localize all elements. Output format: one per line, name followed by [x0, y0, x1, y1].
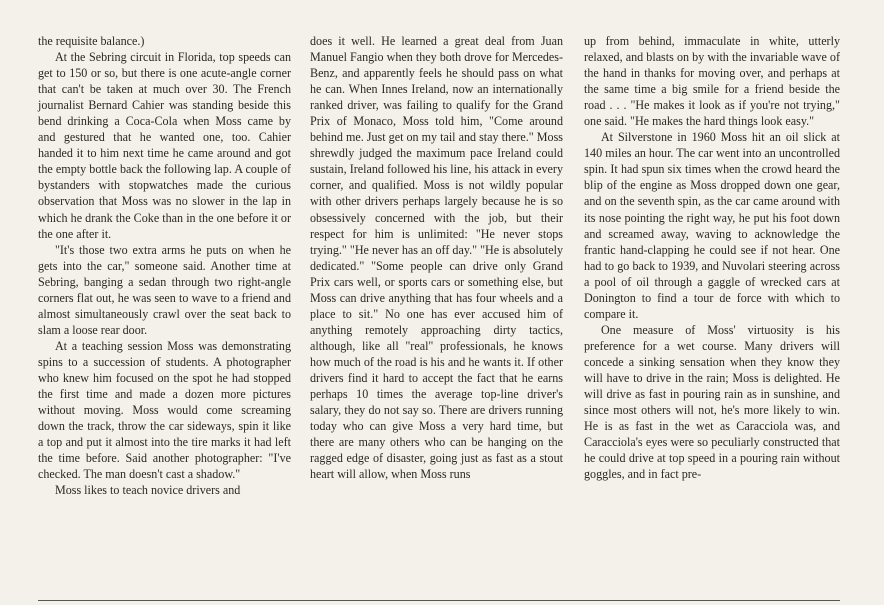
- text-column-3: [584, 33, 840, 482]
- bottom-rule: [38, 600, 840, 601]
- paragraph: At Silverstone in 1960 Moss hit an oil slick at 140 miles an hour. The car went into an uncontrolled spin. It had spun six times when the crowd heard the blip of the engine as Moss dropped down one gear, and on the seventh spin, as the car came around with its nose pointing the right way, he put his foot down and screamed away, waving to acknowledge the frantic hand-clapping he could see if not hear. One had to go back to 1939, and Nuvolari steering across a pool of oil through a gaggle of wrecked cars at Donington to find a tour de force with which to compare it.: [584, 130, 840, 321]
- paragraph: One measure of Moss' virtuosity is his preference for a wet course. Many drivers will concede a sinking sensation when they know they will have to drive in the rain; Moss is delighted. He will drive as fast in pouring rain as in sunshine, and since most others will not, he's more likely to win. He is as fast in the wet as Caracciola was, and Caracciola's eyes were so peculiarly constructed that he could drive at top speed in a pouring rain without goggles, and in fact pre-: [584, 322, 840, 482]
- paragraph: At a teaching session Moss was demonstrating spins to a succession of students. A photographer who knew him focused on the spot he had stopped the first time and made a dozen more pictures without moving. Moss would come screaming down the track, throw the car sideways, spin it like a top and put it almost into the tire marks it had left the time before. Said another photographer: "I've checked. The man doesn't cast a shadow.": [38, 338, 291, 482]
- paragraph: At the Sebring circuit in Florida, top speeds can get to 150 or so, but there is one acute-angle corner that can't be taken at much over 30. The French journalist Bernard Cahier was standing beside this bend drinking a Coca-Cola when Moss came by and gestured that he wanted one, too. Cahier handed it to him next time he came around and got the empty bottle back the following lap. A couple of bystanders with stopwatches made the curious observation that Moss was no slower in the lap in which he drank the Coke than in the one before it or the one after it.: [38, 50, 291, 241]
- paragraph: the requisite balance.): [38, 34, 145, 48]
- paragraph: does it well. He learned a great deal from Juan Manuel Fangio when they both drove for Mercedes-Benz, and apparently feels he should pass on what he can. When Innes Ireland, now an internationally ranked driver, was failing to qualify for the Grand Prix of Monaco, Moss told him, "Come around behind me. Just get on my tail and stay there." Moss shrewdly judged the maximum pace Ireland could sustain, Ireland followed his line, his attack in every corner, and qualified. Moss is not wildly popular with other drivers perhaps largely because he is so obsessively concerned with the job, but their respect for him is unlimited: "He never stops trying." "He never has an off day." "He is absolutely dedicated." "Some people can drive only Grand Prix cars well, or sports cars or something else, but Moss can drive anything that has four wheels and a place to sit." No one has ever accused him of anything remotely approaching dirty tactics, although, like all "real" professionals, he knows how much of the road is his and he wants it. If other drivers find it hard to accept the fact that he earns perhaps 10 times the average top-line driver's salary, they do not say so. There are drivers running today who can give Moss a very hard time, but there are many others who can be hanging on the ragged edge of disaster, going just as fast as a stout heart will allow, when Moss runs: [310, 34, 563, 482]
- paragraph: up from behind, immaculate in white, utterly relaxed, and blasts on by with the invariable wave of the hand in thanks for moving over, and perhaps at the same time a big smile for a friend beside the road . . . "He makes it look as if you're not trying," one said. "He makes the hard things look easy.": [584, 34, 840, 129]
- text-column-1: [38, 33, 291, 498]
- text-column-2: [310, 33, 563, 482]
- paragraph: Moss likes to teach novice drivers and: [54, 483, 241, 498]
- paragraph: "It's those two extra arms he puts on when he gets into the car," someone said. Another time at Sebring, banging a sedan through two right-angle corners flat out, he was seen to wave to a friend and almost simultaneously crawl over the seat back to slam a loose rear door.: [38, 242, 291, 337]
